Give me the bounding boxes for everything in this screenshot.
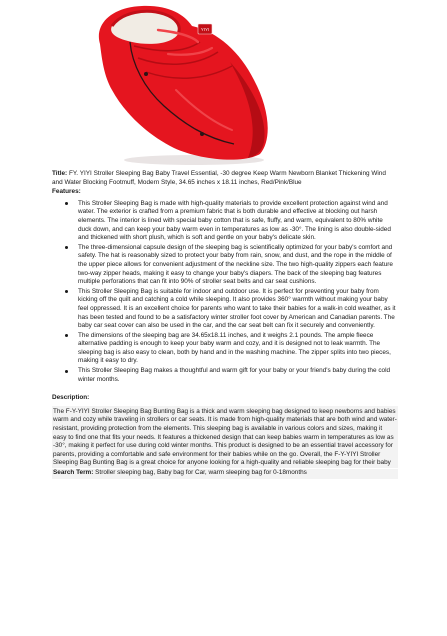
title-line [52,170,398,187]
search-term-line [52,469,398,479]
zipper-pull-icon [144,72,148,76]
feature-item: This Stroller Sleeping Bag is made with high-quality materials to provide excellent protection against wind and water. The exterior is crafted from a premium fabric that is both durable and effective at blocking out harsh elements. The interior is lined with special baby cotton that is safe, fluffy, and warm, equivalent to 80% white duck down, and can keep your baby warm even in temperatures as low as -30°. The lining is also double-sided and thickened with short plush, which is soft and gentle on your baby's delicate skin. [78,200,398,243]
zipper-pull-icon [200,132,204,136]
feature-item: The three-dimensional capsule design of the sleeping bag is scientifically optimized for your baby's comfort and safety. The hat is reasonably sized to protect your baby from rain, snow, and dust, and the rope in the middle of the upper piece allows for convenient adjustment of the neckline size. The two high-quality zippers each feature two-way zipper heads, making it easy to change your baby's diapers. The back of the sleeping bag features multiple perforations that can fit into 90% of stroller seat belts and car seat cushions. [78,244,398,287]
description-label: Description: [52,394,90,402]
features-list [52,200,398,384]
feature-item: This Stroller Sleeping Bag is suitable for indoor and outdoor use. It is perfect for preventing your baby from kicking off the quilt and catching a cold while sleeping. It also provides 360° warmth without making your baby feel oppressed. It is an excellent choice for parents who want to take their babies for a walk-in cold weather, as it has been tested and found to be a satisfactory winter stroller foot cover by American and Canadian parents. The baby car seat cover can also be used in the car, and the car seat belt can fix it securely and conveniently. [78,288,398,331]
search-term-text: Stroller sleeping bag, Baby bag for Car, warm sleeping bag for 0-18months [95,469,307,476]
product-listing-text [52,170,398,479]
feature-item: This Stroller Sleeping Bag makes a thoughtful and warm gift for your baby or your friend's baby during the cold winter months. [78,367,398,384]
search-term-label: Search Term: [53,469,94,476]
description-box [52,406,398,468]
feature-item: The dimensions of the sleeping bag are 34.65x18.11 inches, and it weighs 2.1 pounds. The ample fleece alternative padding is enough to keep your baby warm and cozy, and it is designed not to leak warmth. The sleeping bag is also easy to clean, both by hand and in the washing machine. The zipper splits into two pieces, making it easy to dry. [78,332,398,366]
description-text: The F-Y-YIYI Stroller Sleeping Bag Bunting Bag is a thick and warm sleeping bag designed to keep newborns and babies warm and cozy while traveling in strollers or car seats. It is made from high-quality materials that are both wind and water-resistant, providing protection from the elements. This sleeping bag is available in various colors and sizes, making it easy to find one that fits your needs. It features a thickened design that can keep babies warm in temperatures as low as -30°, making it perfect for use during cold winter months. This product is designed to be an essential travel accessory for parents, providing a comfortable and safe environment for their babies while on the go. Overall, the F-Y-YIYI Stroller Sleeping Bag Bunting Bag is a great choice for anyone looking for a high-quality and reliable sleeping bag for their baby [53,407,397,467]
title-label: Title: [52,170,68,177]
title-text: FY. YIYI Stroller Sleeping Bag Baby Travel Essential, -30 degree Keep Warm Newborn Blanket Thickening Wind and Water Blocking Footmuff, Modern Style, 34.65 inches x 18.11 inches, Red/Pink/Blue [52,170,386,186]
features-label: Features: [52,188,81,196]
logo-text: YIYI [200,27,210,33]
stroller-sleeping-bag-image [72,2,286,166]
